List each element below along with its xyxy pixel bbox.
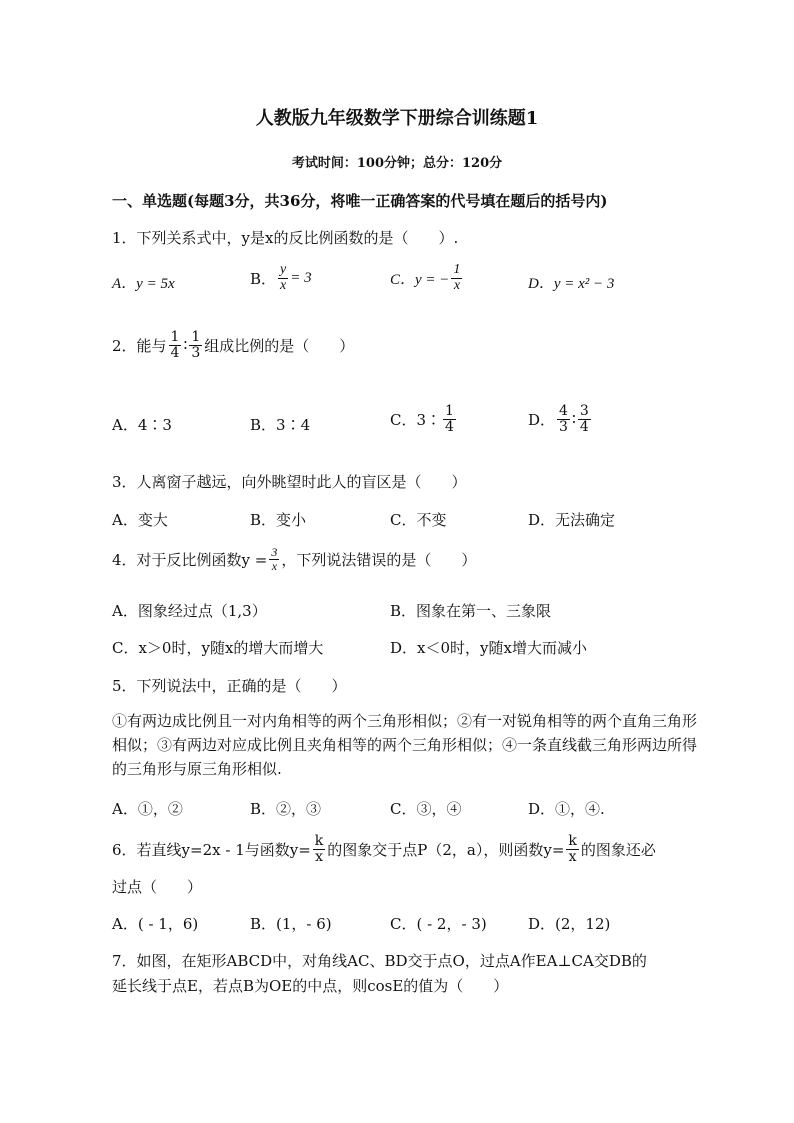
q4-stem-pre: 4．对于反比例函数y = — [112, 550, 268, 569]
q4-option-a: A．图象经过点（1,3） — [112, 602, 267, 620]
exam-info: 考试时间：100分钟；总分：120分 — [291, 156, 503, 171]
q6-fraction-1 — [313, 834, 325, 864]
q4-option-d: D．x＜0时，y随x增大而减小 — [390, 639, 587, 657]
q2-c-pre: C．3∶ — [390, 410, 442, 429]
q1-b-fraction — [278, 263, 288, 293]
q1-b-numerator: y — [280, 262, 287, 277]
q2-d-fraction-1 — [557, 404, 570, 434]
q6-f1-denominator: x — [315, 848, 323, 865]
q5-option-a: A．①，② — [112, 800, 183, 818]
q2-c-fraction — [443, 404, 456, 434]
q1-c-numerator: 1 — [453, 262, 461, 277]
q1-option-d: D．y = x² − 3 — [528, 276, 615, 292]
question-2-stem — [112, 330, 354, 360]
q2-option-b: B．3∶4 — [250, 416, 311, 434]
question-7-line1: 7．如图，在矩形ABCD中，对角线AC、BD交于点O，过点A作EA⊥CA交DB的 — [112, 952, 647, 970]
question-7-line2: 延长线于点E，若点B为OE的中点，则cosE的值为（ ） — [112, 977, 509, 995]
q2-f2-numerator: 1 — [191, 329, 201, 345]
question-5-stem: 5．下列说法中，正确的是（ ） — [112, 677, 347, 695]
q1-c-label: C．y = − — [390, 271, 450, 288]
q2-c-denominator: 4 — [445, 418, 454, 435]
q2-option-c — [390, 404, 458, 434]
question-6-stem-line2: 过点（ ） — [112, 878, 203, 896]
q3-option-a: A．变大 — [112, 511, 168, 529]
q1-b-label: B． — [250, 269, 277, 288]
question-3-stem: 3．人离窗子越远，向外眺望时此人的盲区是（ ） — [112, 473, 467, 491]
q6-stem-3: 的图象还必 — [580, 840, 656, 859]
q2-stem-post: 组成比例的是（ ） — [204, 336, 355, 355]
q1-b-denominator: x — [280, 277, 287, 293]
page-title: 人教版九年级数学下册综合训练题1 — [255, 108, 539, 129]
q1-option-c — [390, 263, 464, 293]
q2-stem-pre: 2．能与 — [112, 336, 167, 355]
q5-option-c: C．③，④ — [390, 800, 462, 818]
q5-option-b: B．②，③ — [250, 800, 322, 818]
question-1-stem: 1．下列关系式中，y是x的反比例函数的是（ ）. — [112, 229, 459, 247]
q6-f1-numerator: k — [314, 833, 324, 849]
q1-c-fraction — [451, 263, 462, 293]
q6-f2-numerator: k — [568, 833, 577, 849]
q4-option-b: B．图象在第一、三象限 — [390, 602, 552, 620]
q2-option-a: A．4∶3 — [112, 416, 172, 434]
q6-option-c: C．( - 2，- 3) — [390, 915, 487, 933]
q1-b-tail: = 3 — [290, 269, 312, 286]
q4-fraction — [269, 546, 279, 572]
q6-f2-denominator: x — [568, 848, 577, 865]
q2-d-d1: 3 — [559, 418, 568, 435]
q2-c-numerator: 1 — [445, 403, 454, 419]
q1-c-denominator: x — [453, 277, 461, 293]
q3-option-b: B．变小 — [250, 511, 307, 529]
q2-d-colon: ∶ — [571, 410, 576, 429]
q3-option-d: D．无法确定 — [528, 511, 616, 529]
q5-option-d: D．①，④. — [528, 800, 605, 818]
q3-option-c: C．不变 — [390, 511, 447, 529]
q1-option-b — [250, 263, 312, 293]
q2-d-n2: 3 — [579, 403, 589, 419]
q2-d-d2: 4 — [579, 418, 589, 435]
q1-option-a: A．y = 5x — [112, 276, 175, 292]
q6-option-d: D．(2，12) — [528, 915, 611, 933]
q6-option-a: A．( - 1，6) — [112, 915, 199, 933]
q6-fraction-2 — [566, 834, 578, 864]
q2-d-fraction-2 — [578, 404, 591, 434]
q4-numerator: 3 — [271, 545, 278, 559]
q2-d-n1: 4 — [559, 403, 568, 419]
q2-f1-denominator: 4 — [170, 344, 180, 361]
q2-option-d — [528, 404, 593, 434]
question-4-stem — [112, 546, 476, 572]
q2-fraction-1 — [169, 330, 182, 360]
q2-fraction-2 — [189, 330, 202, 360]
section-heading: 一、单选题(每题3分，共36分，将唯一正确答案的代号填在题后的括号内) — [112, 192, 608, 210]
q4-denominator: x — [271, 558, 278, 573]
question-6-stem — [112, 834, 656, 864]
q6-stem-2: 的图象交于点P（2，a），则函数y= — [327, 840, 565, 859]
q6-stem-1: 6．若直线y=2x - 1与函数y= — [112, 840, 311, 859]
q2-f1-numerator: 1 — [170, 329, 180, 345]
question-5-statements: ①有两边成比例且一对内角相等的两个三角形相似；②有一对锐角相等的两个直角三角形相似；③有两边对应成比例且夹角相等的两个三角形相似；④一条直线截三角形两边所得的三角形与原三角形相似. — [112, 712, 698, 778]
q2-colon: ∶ — [183, 336, 188, 355]
q4-stem-post: ，下列说法错误的是（ ） — [281, 550, 477, 569]
q2-d-pre: D． — [528, 410, 556, 429]
q2-f2-denominator: 3 — [191, 344, 201, 361]
q4-option-c: C．x＞0时，y随x的增大而增大 — [112, 639, 324, 657]
q6-option-b: B．(1，- 6) — [250, 915, 332, 933]
